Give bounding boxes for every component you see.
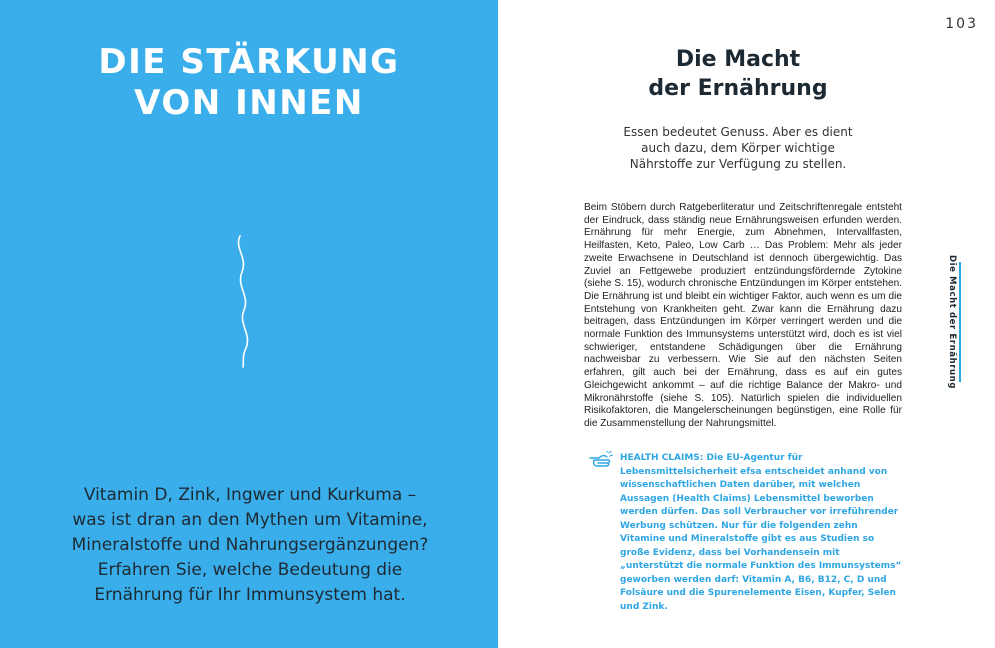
left-title-line-1: DIE STÄRKUNG — [98, 42, 400, 82]
left-page-title — [0, 42, 498, 124]
chapter-side-tab — [945, 254, 961, 390]
right-page — [498, 0, 995, 648]
left-page-intro: Vitamin D, Zink, Ingwer und Kurkuma – was ist dran an den Mythen um Vitamine, Mineralstoffe und Nahrungsergänzungen? Erfahren Sie, welche Bedeutung die Ernährung für Ihr Immunsystem hat. — [71, 485, 429, 605]
side-tab-label: Die Macht der Ernährung — [947, 254, 957, 390]
body-paragraph: Beim Stöbern durch Ratgeberliteratur und Zeitschriftenregale entsteht der Eindruck, dass ständig neue Ernährungsweisen erfunden werden. Ernährung für mehr Energie, zum Abnehmen, Intervallfasten, Heilfasten, Keto, Paleo, Low Carb … Das Problem: Mehr als jeder zweite Erwachsene in Deutschland ist dennoch übergewichtig. Das Zuviel an Fettgewebe produziert entzündungsfördernde Zytokine (siehe S. 15), wodurch chronische Entzündungen im Körper entstehen. Die Ernährung ist und bleibt ein wichtiger Faktor, auch wenn es um die Entstehung von Krankheiten geht. Zwar kann die Ernährung dazu beitragen, dass Entzündungen im Körper verringert werden und die normale Funktion des Immunsystems unterstützt wird, doch es ist viel schwieriger, entstandene Schädigungen über die Ernährung nachweisbar zu verbessern. Wie Sie auf den nächsten Seiten erfahren, gilt auch bei der Ernährung, dass es auf ein gutes Gleichgewicht ankommt – auf die richtige Balance der Makro- und Mikronährstoffe (siehe S. 105). Natürlich spielen die individuellen Risikofaktoren, die Mangelerscheinungen begünstigen, eine Rolle für die Zusammenstellung der Nahrungsmittel. — [584, 202, 902, 429]
wavy-line-icon — [228, 234, 256, 369]
right-title-line-1: Die Macht — [675, 47, 801, 72]
right-title-line-2: der Ernährung — [648, 76, 828, 101]
right-page-title — [558, 45, 918, 103]
health-claims-box: HEALTH CLAIMS: Die EU-Agentur für Lebensmittelsicherheit efsa entscheidet anhand von wissenschaftlichen Daten darüber, mit welchen Aussagen (Health Claims) Lebensmittel beworben werden dürfen. Das soll Verbraucher vor irreführender Werbung schützen. Nur für die folgenden zehn Vitamine und Mineralstoffe gibt es aus Studien so große Evidenz, dass bei Vorhandensein mit „unterstützt die normale Funktion des Immunsystems“ geworben werden darf: Vitamin A, B6, B12, C, D und Folsäure und die Spurenelemente Eisen, Kupfer, Selen und Zink. — [620, 453, 902, 612]
lead-paragraph: Essen bedeutet Genuss. Aber es dient auch dazu, dem Körper wichtige Nährstoffe zur Verfügung zu stellen. — [623, 125, 853, 171]
page-number: 103 — [945, 16, 978, 32]
left-title-line-2: VON INNEN — [134, 83, 364, 123]
pointing-hand-icon — [589, 451, 613, 469]
